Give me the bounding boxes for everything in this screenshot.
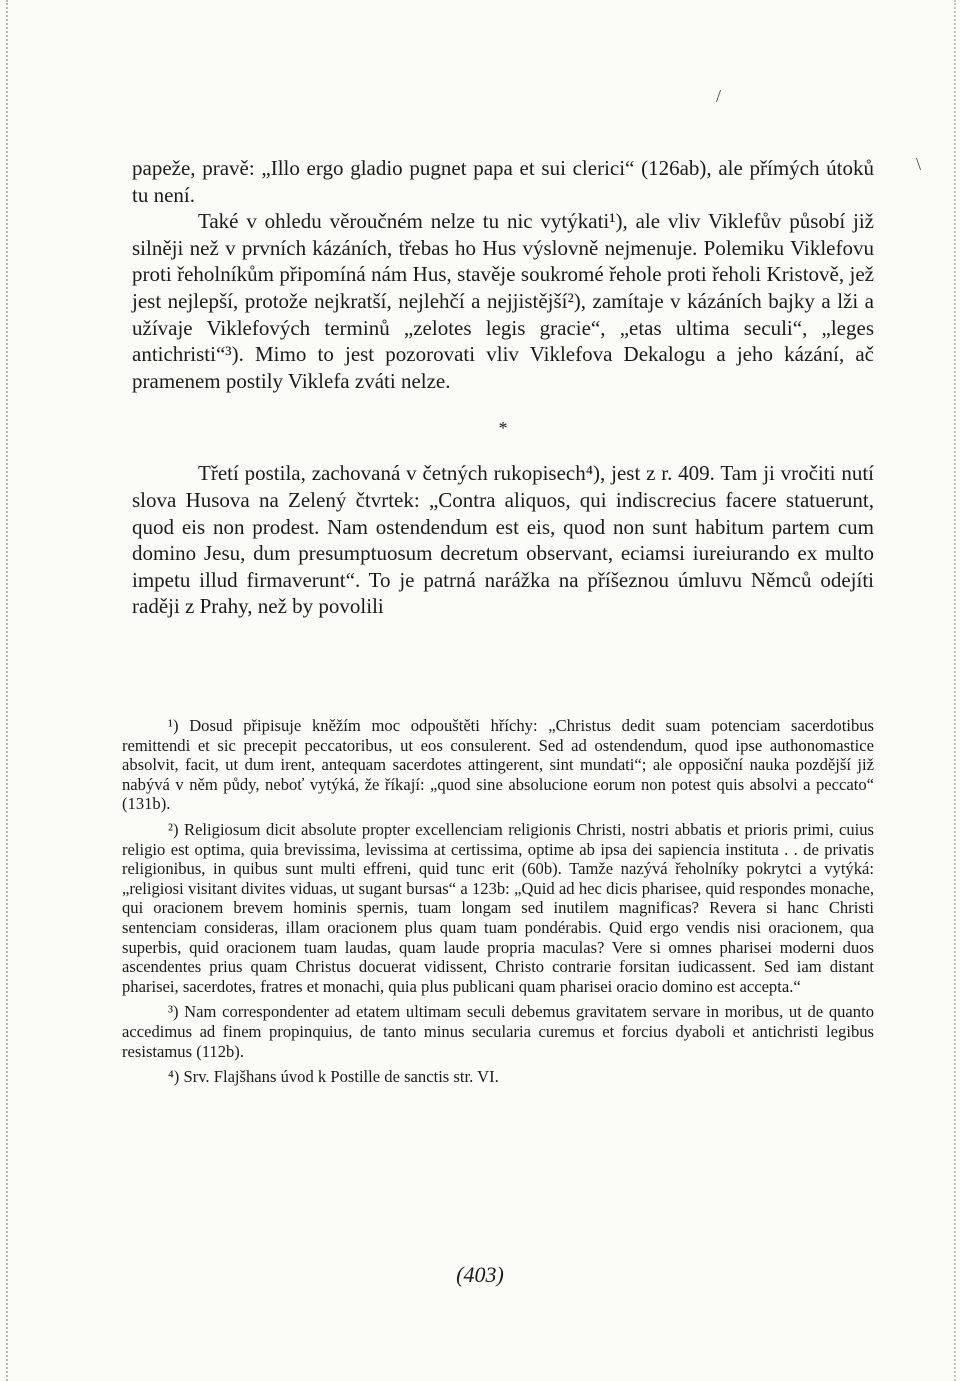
footnote-2: ²) Religiosum dicit absolute propter excellenciam religionis Christi, nostri abbatis et prioris primi, cuius religio est optima, quia brevissima, levissima at certissima, optime ab ipsa dei sapiencia instituta . . de privatis religionibus, in quibus sunt multi effreni, quid tunc erit (60b). Tamže nazývá řeholníky pokrytci a vytýká: „religiosi visitant divites viduas, ut sugant bursas“ a 123b: „Quid ad hec dicis pharisee, quid respondes monache, qui oracionem brevem hominis spernis, tuam longam sed inutilem magnificas? Revera si hanc Christi sentenciam consideras, illam oracionem plus quam tuam pondérabis. Quid ergo vendis nisi oracionem, qua superbis, quid oracionem tuam laudas, quam laude propria maculas? Vere si omnes pharisei moderni duos ascendentes prius quam Christus docuerat vidissent, Christo contrarie forsitan iudicassent. Sed iam distant pharisei, sacerdotes, fratres et monachi, quia plus publicani quam pharisei oracio domino est accepta.“ bbox=[122, 819, 874, 996]
footnote-1: ¹) Dosud připisuje kněžím moc odpouštěti hříchy: „Christus dedit suam potenciam sacerdotibus remittendi et sic precepit peccatoribus, ut eos consulerent. Sed ad ostendendum, quod ipse authonomastice absolvit, facit, ut dum irent, antequam sacerdotes attingerent, sint mundati“; ale opposiční nauka pozdější již nabývá v něm půdy, neboť vytýká, že říkají: „quod sine absolucione eorum non potest quis absolvi a peccato“ (131b). bbox=[122, 716, 874, 814]
paragraph-3: Třetí postila, zachovaná v četných rukopisech⁴), jest z r. 409. Tam ji vročiti nutí slova Husova na Zelený čtvrtek: „Contra aliquos, qui indiscrecius facere statuerunt, quod eis non prodest. Nam ostendendum est eis, quod non sunt habitum partem cum domino Jesu, dum presumptuosum decretum observant, eciamsi iureiurando ex multo impetu illud firmaverunt“. To je patrná narážka na příšeznou úmluvu Němců odejíti raději z Prahy, než by povolili bbox=[132, 461, 874, 619]
paragraph-2: Také v ohledu věroučném nelze tu nic vytýkati¹), ale vliv Viklefův působí již silněji než v prvních kázáních, třebas ho Hus výslovně nejmenuje. Polemiku Viklefovu proti řeholníkům připomíná nám Hus, stavěje soukromé řehole proti řeholi Kristově, jež jest nejlepší, protože nejkratší, nejlehčí a nejjistější²), zamítaje v kázáních bajky a lži a užívaje Viklefových terminů „zelotes legis gracie“, „etas ultima seculi“, „leges antichristi“³). Mimo to jest pozorovati vliv Viklefova Dekalogu a jeho kázání, ač pramenem postily Viklefa zváti nelze. bbox=[132, 209, 874, 393]
scan-edge-left bbox=[6, 0, 10, 1381]
scan-edge-right bbox=[952, 0, 956, 1381]
stray-mark-top: / bbox=[716, 86, 722, 106]
stray-mark-right: \ bbox=[916, 154, 922, 174]
footnote-3: ³) Nam correspondenter ad etatem ultimam seculi debemus gravitatem servare in moribus, ut de quanto accedimus ad finem propinquius, de tanto minus secularia curemus et forcius dyaboli et antichristi legibus resistamus (112b). bbox=[122, 1002, 874, 1061]
paragraph-1: papeže, pravě: „Illo ergo gladio pugnet papa et sui clerici“ (126ab), ale přímých útoků tu není. bbox=[132, 156, 874, 207]
footnote-4: ⁴) Srv. Flajšhans úvod k Postille de sanctis str. VI. bbox=[168, 1067, 499, 1087]
footnotes bbox=[122, 716, 874, 1093]
section-separator: * bbox=[498, 418, 508, 439]
main-text bbox=[132, 155, 874, 620]
page-number: (403) bbox=[456, 1262, 504, 1287]
